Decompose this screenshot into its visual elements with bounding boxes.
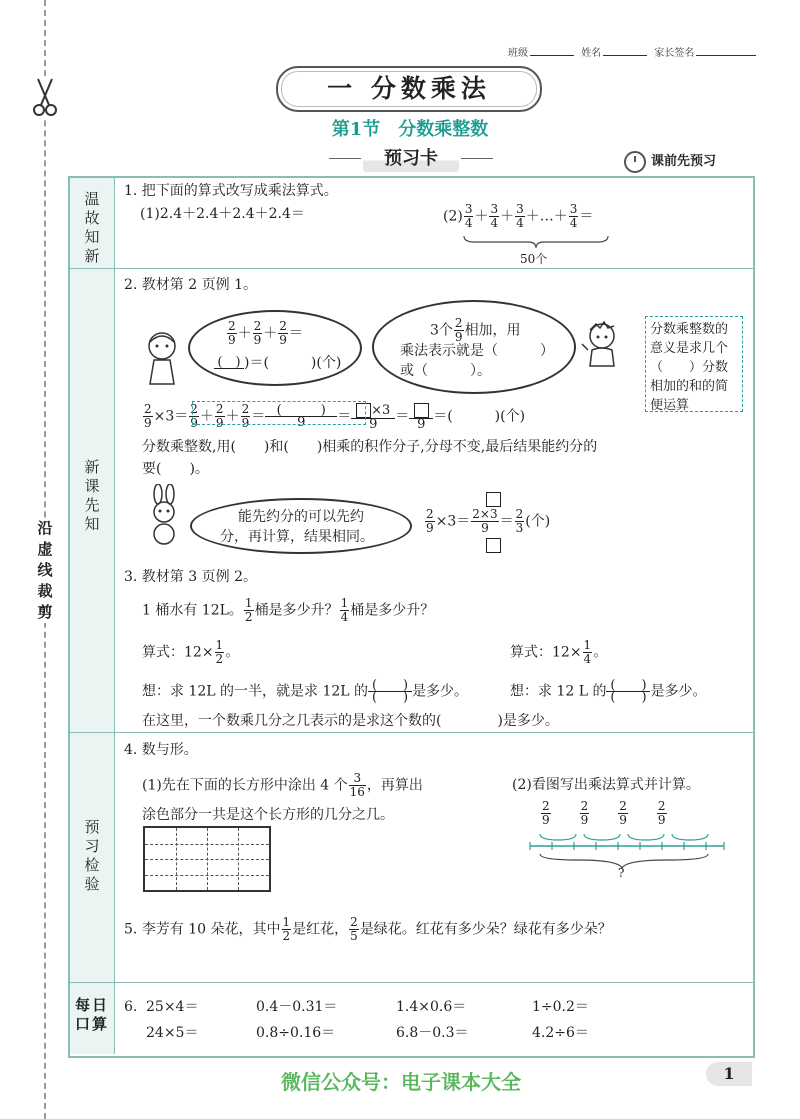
fraction <box>569 203 579 230</box>
calc-item: 6.8－0.3＝ <box>396 1025 469 1041</box>
denominator: 9 <box>190 416 198 430</box>
fraction <box>244 597 254 624</box>
box-denominator: 9 <box>417 417 426 432</box>
unit-title-banner <box>276 66 542 112</box>
name-blank[interactable] <box>603 55 647 56</box>
unit-title: 一 分数乘法 <box>327 74 491 103</box>
q4-part1-line2: 涂色部分一共是这个长方形的几分之几。 <box>142 807 394 823</box>
blank-fraction[interactable] <box>606 680 650 703</box>
q5-text-c: 是绿花。红花有多少朵？绿花有多少朵？ <box>359 921 612 938</box>
denominator: 4 <box>583 652 592 666</box>
bubble2-count: 3个 <box>430 322 453 339</box>
q5-text-b: 是红花， <box>292 921 349 938</box>
row-label-check: 预习检验 <box>84 818 100 893</box>
blank-numerator: ( ) <box>606 680 650 692</box>
blank-denominator: 9 <box>297 415 306 430</box>
reduced-fraction <box>471 508 498 535</box>
q1-prompt: 1. 把下面的算式改写成乘法算式。 <box>124 183 338 199</box>
q2-rule-line2: 要( )。 <box>142 461 209 477</box>
fraction <box>580 800 590 827</box>
calc-item: 0.8÷0.16＝ <box>256 1025 336 1041</box>
denominator: 9 <box>426 521 434 535</box>
bubble2-line1 <box>430 317 521 344</box>
card-title: 预习卡 <box>363 146 459 172</box>
q4-segment-diagram <box>528 830 728 874</box>
fraction <box>489 203 499 230</box>
numerator: 1 <box>244 596 253 610</box>
denominator: 16 <box>349 785 365 799</box>
box-numerator: ×3 <box>351 403 395 419</box>
numerator: 2 <box>144 402 152 416</box>
fraction <box>454 317 464 344</box>
q4-part1 <box>142 772 423 799</box>
bubble1-line1: $\frac{2}{9}$ ＋ $\frac{2}{9}$ ＋ $\frac{2}{9}$ ＝ <box>228 319 303 347</box>
numerator: 2 <box>542 799 550 813</box>
row-divider-2 <box>70 732 753 733</box>
q5-text <box>124 916 612 943</box>
blank-denominator: ( ) <box>610 690 647 705</box>
q4-fraction-row <box>540 800 720 827</box>
equals-sign: ＝ <box>579 208 594 225</box>
numerator: 2 <box>279 319 287 333</box>
bubble2-line2: 乘法表示就是（ ） <box>400 343 554 359</box>
blank-fraction[interactable] <box>214 357 244 369</box>
fraction <box>349 916 359 943</box>
denominator: 9 <box>454 330 463 344</box>
denominator: 9 <box>241 416 250 430</box>
denominator: 2 <box>215 652 224 666</box>
q6-label: 6. <box>124 999 138 1015</box>
denominator: 9 <box>619 813 627 827</box>
denominator: 2 <box>282 929 291 943</box>
calc-item: 0.4－0.31＝ <box>256 999 338 1015</box>
numerator: 2 <box>190 402 198 416</box>
bubble2-line3: 或（ ）。 <box>400 363 491 379</box>
fraction <box>253 320 263 347</box>
q2-prompt: 2. 教材第 2 页例 1。 <box>124 277 257 293</box>
denominator: 9 <box>542 813 550 827</box>
boy-figure <box>578 320 622 368</box>
numerator: 2 <box>350 915 358 929</box>
q1-part1: (1)2.4＋2.4＋2.4＋2.4＝ <box>140 206 305 222</box>
denominator: 2 <box>244 610 253 624</box>
fraction <box>618 800 628 827</box>
numerator: 2 <box>454 316 463 330</box>
q2-rule-line1: 分数乘整数,用( )和( )相乘的积作分子,分母不变,最后结果能约分的 <box>142 439 598 455</box>
grid-line <box>207 828 208 890</box>
denominator: 5 <box>350 929 358 943</box>
reduce-bottom-box[interactable] <box>486 538 501 553</box>
student-info <box>508 44 760 59</box>
denominator: 4 <box>516 216 524 230</box>
cut-hint: 沿虚线裁剪 <box>35 518 55 623</box>
definition-note: 分数乘整数的意义是求几个（ ）分数相加的和的简便运算 <box>645 316 743 412</box>
q3-think-a <box>142 680 468 703</box>
bubble1-answer: )＝( )(个) <box>244 355 342 371</box>
part1-a: (1)先在下面的长方形中涂出 4 个 <box>142 777 348 794</box>
denominator: 9 <box>228 333 236 347</box>
fraction <box>278 320 288 347</box>
denominator: 9 <box>279 333 287 347</box>
numerator: 1 <box>583 638 592 652</box>
q3-line1-b: 桶是多少升？ <box>254 602 339 619</box>
q4-prompt: 4. 数与形。 <box>124 742 198 758</box>
numerator: 2 <box>241 402 250 416</box>
q3-think-b <box>510 680 706 703</box>
numerator: 2 <box>253 319 262 333</box>
numerator: 2×3 <box>472 507 498 521</box>
reduce-unit: (个) <box>525 513 551 530</box>
ellipsis: ＋…＋ <box>525 208 568 225</box>
calc-item: 4.2÷6＝ <box>532 1025 589 1041</box>
alarm-clock-icon <box>624 151 646 173</box>
calc-item: 25×4＝ <box>146 999 199 1015</box>
blank-fraction[interactable] <box>368 680 412 703</box>
part1-b: ，再算出 <box>366 777 423 794</box>
numerator: 3 <box>464 202 473 216</box>
think-b-end: 是多少。 <box>650 683 707 700</box>
fraction <box>464 203 474 230</box>
calc-item: 24×5＝ <box>146 1025 199 1041</box>
grid-line <box>238 828 239 890</box>
numerator: 2 <box>426 507 434 521</box>
denominator: 9 <box>215 416 224 430</box>
fraction <box>541 800 551 827</box>
class-blank[interactable] <box>530 55 574 56</box>
q3-line1-a: 1 桶水有 12L。 <box>142 602 243 619</box>
row-label-review: 温故知新 <box>84 190 100 265</box>
denominator: 9 <box>657 813 666 827</box>
denominator: 4 <box>340 610 349 624</box>
fraction <box>349 772 366 799</box>
section-title: 第1节 分数乘整数 <box>331 119 489 140</box>
rabbit-bubble-line1: 能先约分的可以先约 <box>238 509 364 525</box>
q4-question-mark: ? <box>618 866 625 880</box>
numerator: 1 <box>215 638 224 652</box>
equation-suffix: ＝( )(个) <box>433 408 526 425</box>
shading-rectangle[interactable] <box>143 826 271 892</box>
name-label: 姓名 <box>581 48 602 59</box>
formula-a-text: 算式：12× <box>142 644 214 661</box>
fraction <box>515 203 525 230</box>
q3-line1 <box>142 597 434 624</box>
bubble2-text: 相加，用 <box>464 322 521 339</box>
denominator: 9 <box>144 416 152 430</box>
think-a-end: 是多少。 <box>412 683 469 700</box>
fraction <box>215 639 225 666</box>
numerator: 2 <box>215 402 224 416</box>
footer-watermark: 微信公众号：电子课本大全 <box>281 1070 521 1094</box>
scissors-icon <box>32 76 58 118</box>
row-divider-1 <box>70 268 753 269</box>
fraction <box>425 508 435 535</box>
q1-brace <box>462 234 610 250</box>
q1-part2 <box>443 203 593 230</box>
grid-line <box>176 828 177 890</box>
calc-item: 1÷0.2＝ <box>532 999 589 1015</box>
numerator: 3 <box>349 772 366 786</box>
plus-sign: ＋ <box>474 208 489 225</box>
numerator: 2 <box>515 507 524 521</box>
blank-numerator: ( ) <box>368 680 412 692</box>
row-divider-3 <box>70 982 753 983</box>
numerator: 1 <box>282 915 291 929</box>
rabbit-figure <box>144 484 184 546</box>
numerator: 2 <box>228 319 236 333</box>
preview-tag <box>624 150 716 173</box>
calc-item: 1.4×0.6＝ <box>396 999 467 1015</box>
fraction <box>657 800 667 827</box>
numerator: 3 <box>569 202 578 216</box>
preview-tag-label: 课前先预习 <box>651 154 717 169</box>
blank-numerator: ( ) <box>265 405 337 417</box>
parent-sign-label: 家长签名 <box>654 48 695 59</box>
q1-part2-prefix: (2) <box>443 208 463 225</box>
think-b-text: 想：求 12 L 的 <box>510 683 607 700</box>
q4-part2: (2)看图写出乘法算式并计算。 <box>512 777 700 793</box>
numerator: 2 <box>657 799 666 813</box>
bubble1-line2 <box>214 354 341 372</box>
plus-sign: ＋ <box>500 208 515 225</box>
reduce-top-box[interactable] <box>486 492 501 507</box>
row-label-new-lesson: 新课先知 <box>84 458 100 533</box>
formula-b-text: 算式：12× <box>510 644 582 661</box>
denominator: 4 <box>569 216 578 230</box>
denominator: 3 <box>515 521 524 535</box>
numerator: 1 <box>340 596 349 610</box>
column-divider <box>114 178 115 1054</box>
numerator: 2 <box>619 799 627 813</box>
numerator: 2 <box>580 799 589 813</box>
q2-equation: $\frac{2}{9}$ ×3＝ $\frac{2}{9}$ ＋ $\frac{2}{9}$ ＋ $\frac{2}{9}$ ＝ $\frac{( )}{9}=$ $\frac{\times 3}{9}=$ 9 ＝( )(个) <box>144 402 526 432</box>
think-a-text: 想：求 12L 的一半，就是求 12L 的 <box>142 683 369 700</box>
fraction <box>282 916 292 943</box>
denominator: 9 <box>481 521 489 535</box>
page-number: 1 <box>706 1062 752 1086</box>
girl-figure <box>142 330 184 386</box>
fraction <box>143 403 153 430</box>
answer-box[interactable] <box>414 403 429 418</box>
dashed-highlight <box>192 401 366 425</box>
rabbit-bubble-line2: 分，再计算，结果相同。 <box>220 529 374 545</box>
q1-count: 50个 <box>520 252 548 266</box>
q3-formula-b: 算式：12× $\frac{1}{4}$ 。 <box>510 638 608 666</box>
box-fraction[interactable] <box>409 403 433 430</box>
q5-text-a: 5. 李芳有 10 朵花，其中 <box>124 921 281 938</box>
fraction <box>340 597 350 624</box>
fraction <box>515 508 525 535</box>
q3-line1-c: 桶是多少升？ <box>350 602 435 619</box>
denominator: 4 <box>464 216 473 230</box>
class-label: 班级 <box>508 48 528 59</box>
blank-numerator: ( ) <box>214 357 244 369</box>
parent-sign-blank[interactable] <box>696 55 756 56</box>
blank-denominator: ( ) <box>371 690 409 705</box>
numerator: 3 <box>490 202 499 216</box>
q3-formula-a: 算式：12× $\frac{1}{2}$ 。 <box>142 638 240 666</box>
row-label-daily: 每日口算 <box>75 996 110 1033</box>
fraction <box>227 320 237 347</box>
denominator: 9 <box>580 813 589 827</box>
q3-prompt: 3. 教材第 3 页例 2。 <box>124 569 257 585</box>
denominator: 4 <box>490 216 499 230</box>
denominator: 9 <box>253 333 262 347</box>
fraction <box>583 639 593 666</box>
q2-reduce-equation: $\frac{2}{9}$ ×3＝ $\frac{2\times 3}{9}$ ＝ $\frac{2}{3}$ (个) <box>426 507 551 535</box>
q3-conclusion: 在这里，一个数乘几分之几表示的是求这个数的( )是多少。 <box>142 713 559 729</box>
box-denominator: 9 <box>369 417 378 432</box>
numerator: 3 <box>516 202 524 216</box>
